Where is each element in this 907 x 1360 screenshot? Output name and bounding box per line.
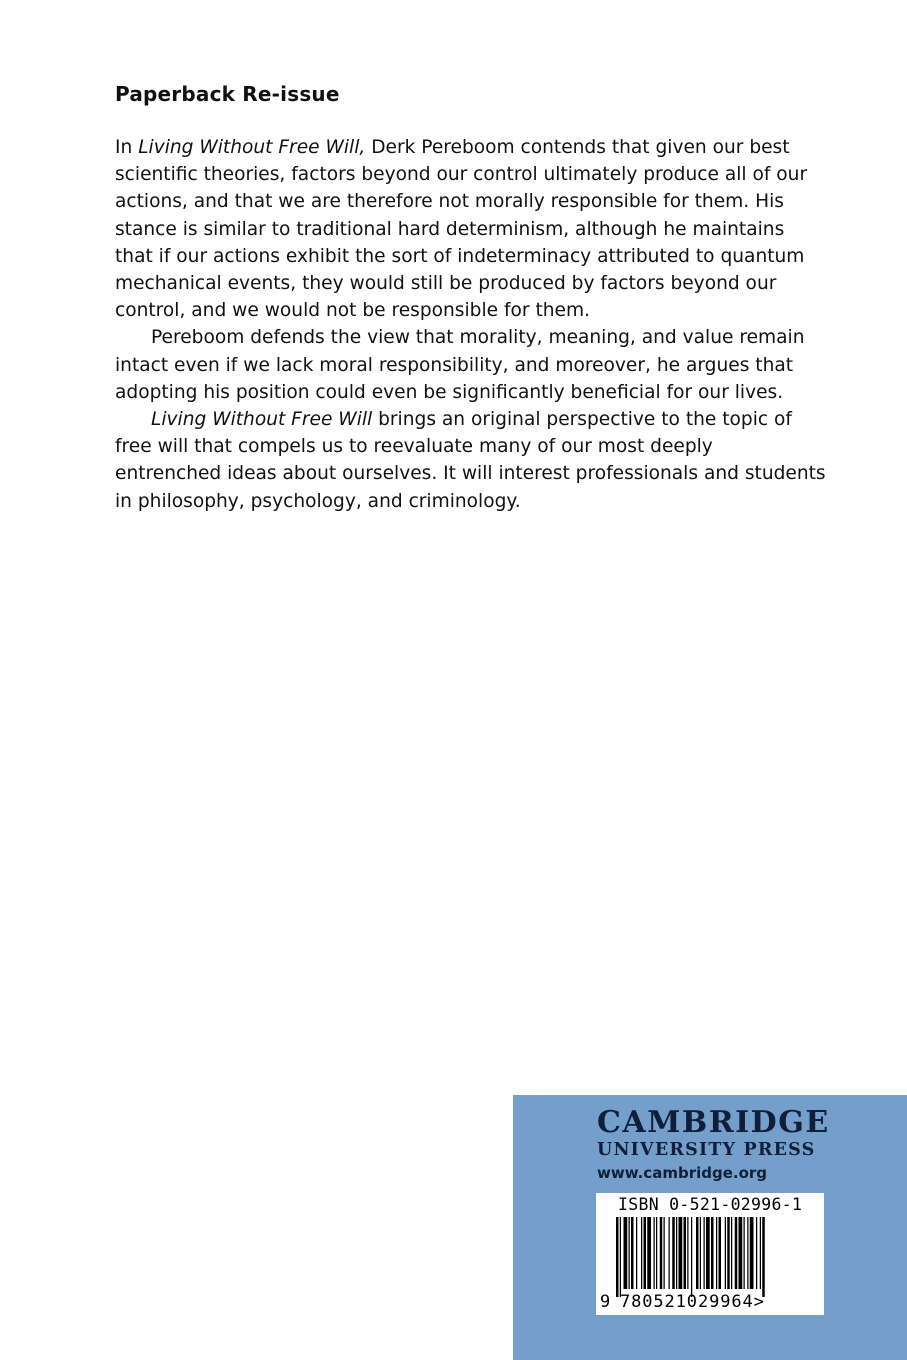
paragraph-3-line-2: free will that compels us to reevaluate many of our most deeply (115, 436, 713, 458)
barcode-bar (687, 1217, 688, 1289)
barcode-bar (700, 1217, 701, 1289)
ean-first-digit: 9 (600, 1292, 611, 1312)
paragraph-2-line-2: intact even if we lack moral responsibility, and moreover, he argues that (115, 354, 794, 376)
barcode-bar (679, 1217, 683, 1289)
publisher-name: CAMBRIDGE (597, 1105, 830, 1140)
barcode-bar (620, 1217, 621, 1297)
paragraph-1-line-6: mechanical events, they would still be produced by factors beyond our (115, 273, 777, 295)
barcode-bar (696, 1217, 699, 1289)
barcode-bar (656, 1217, 657, 1289)
barcode (596, 1193, 824, 1315)
publisher-url: www.cambridge.org (597, 1164, 768, 1182)
barcode-bar (739, 1217, 743, 1289)
barcode-bar (731, 1217, 732, 1289)
ean-digits: 780521029964> (620, 1292, 765, 1312)
barcode-bar (706, 1217, 710, 1289)
paragraph-1-line-7: control, and we would not be responsible for them. (115, 300, 590, 322)
description-text (115, 134, 826, 515)
page-heading: Paperback Re-issue (115, 82, 340, 106)
paragraph-1-line-5: that if our actions exhibit the sort of indeterminacy attributed to quantum (115, 245, 805, 267)
barcode-bar (747, 1217, 748, 1289)
barcode-bar (629, 1217, 630, 1289)
paragraph-1-line-3: actions, and that we are therefore not morally responsible for them. His (115, 191, 784, 213)
barcode-bar (616, 1217, 619, 1297)
paragraph-1-line-1 (115, 134, 805, 161)
barcode-bar (647, 1217, 651, 1289)
barcode-bar (727, 1217, 730, 1289)
barcode-bar (669, 1217, 670, 1289)
barcode-bar (756, 1217, 757, 1289)
publisher-block (513, 1095, 907, 1360)
book-title-italic: Living Without Free Will, (138, 137, 366, 158)
barcode-bar (684, 1217, 687, 1289)
barcode-bar (762, 1217, 765, 1297)
barcode-bar (744, 1217, 745, 1289)
barcode-bar (735, 1217, 738, 1289)
paragraph-1-line-4: stance is similar to traditional hard determinism, although he maintains (115, 218, 785, 240)
barcode-bar (711, 1217, 714, 1289)
book-title-italic: Living Without Free Will (151, 409, 373, 431)
barcode-bar (654, 1217, 655, 1289)
publisher-subname: UNIVERSITY PRESS (597, 1140, 816, 1160)
barcode-bar (716, 1217, 717, 1289)
barcode-bar (672, 1217, 675, 1289)
barcode-bar (641, 1217, 642, 1289)
barcode-bar (664, 1217, 665, 1289)
p3-line1-post: brings an original perspective to the topic of (372, 409, 792, 431)
barcode-bar (704, 1217, 705, 1289)
paragraph-2-line-3: adopting his position could even be significantly beneficial for our lives. (115, 381, 784, 403)
p2-line1: Pereboom defends the view that morality, meaning, and value remain (151, 327, 805, 349)
paragraph-3-line-4: in philosophy, psychology, and criminology. (115, 490, 521, 512)
barcode-bar (644, 1217, 647, 1289)
paragraph-2-line-1 (115, 324, 805, 351)
paragraph-3-line-1 (115, 406, 805, 433)
p1-line1-pre: In (115, 137, 139, 158)
barcode-bar (631, 1217, 634, 1289)
barcode-bar (760, 1217, 761, 1289)
barcode-bar (719, 1217, 722, 1289)
isbn-label: ISBN 0-521-02996-1 (618, 1195, 803, 1214)
p1-line1-post: Derk Pereboom contends that given our best (365, 137, 790, 158)
paragraph-1-line-2: scientific theories, factors beyond our control ultimately produce all of our (115, 164, 808, 186)
barcode-bar (676, 1217, 677, 1289)
paragraph-3-line-3: entrenched ideas about ourselves. It will interest professionals and students (115, 463, 826, 485)
barcode-bar (750, 1217, 754, 1289)
barcode-bar (624, 1217, 628, 1289)
barcode-bar (691, 1217, 692, 1297)
barcode-bar (660, 1217, 663, 1289)
barcode-bar (725, 1217, 726, 1289)
barcode-bar (636, 1217, 637, 1289)
